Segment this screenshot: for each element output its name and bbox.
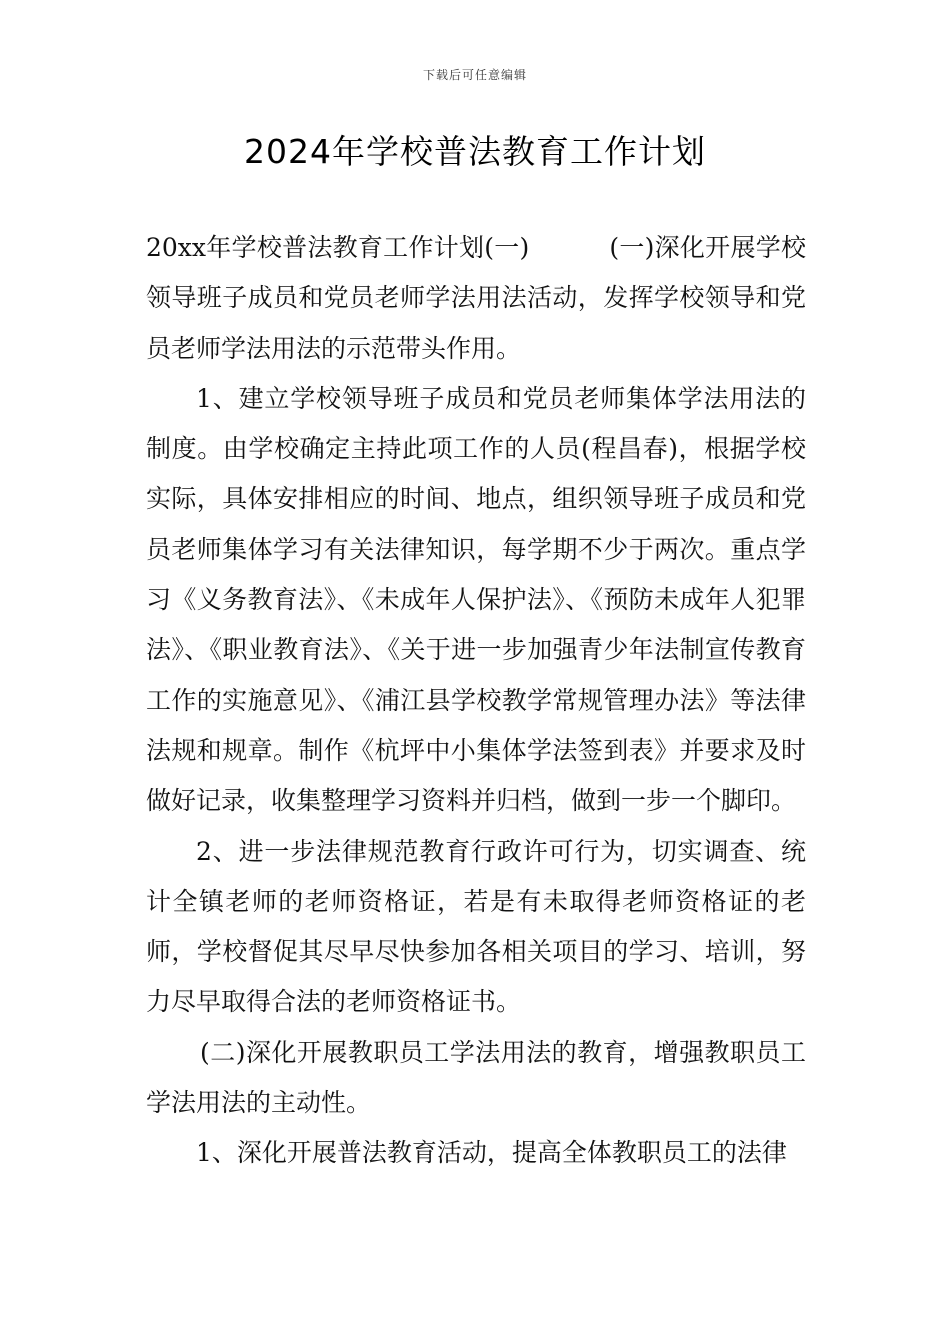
paragraph-3: (二)深化开展教职员工学法用法的教育，增强教职员工学法用法的主动性。	[146, 1037, 806, 1118]
section-heading: 20xx年学校普法教育工作计划(一)	[146, 233, 530, 262]
paragraph-intro-text: (一)深化开展学校领导班子成员和党员老师学法用法活动，发挥学校领导和党员老师学法用法的示范带头作用。	[146, 233, 806, 363]
paragraph-2: 2、进一步法律规范教育行政许可行为，切实调查、统计全镇老师的老师资格证，若是有未取得老师资格证的老师，学校督促其尽早尽快参加各相关项目的学习、培训，努力尽早取得合法的老师资格证书。	[146, 836, 806, 1017]
header-note: 下载后可任意编辑	[422, 68, 527, 82]
paragraph-4: 1、深化开展普法教育活动，提高全体教职员工的法律	[196, 1138, 787, 1168]
document-title: 2024年学校普法教育工作计划	[244, 132, 706, 171]
paragraph-intro	[146, 223, 806, 374]
document-body	[146, 223, 806, 1179]
paragraph-1: 1、建立学校领导班子成员和党员老师集体学法用法的制度。由学校确定主持此项工作的人员(程昌春)，根据学校实际，具体安排相应的时间、地点，组织领导班子成员和党员老师集体学习有关法律知识，每学期不少于两次。重点学习《义务教育法》、《未成年人保护法》、《预防未成年人犯罪法》、《职业教育法》、《关于进一步加强青少年法制宣传教育工作的实施意见》、《浦江县学校教学常规管理办法》等法律法规和规章。制作《杭坪中小集体学法签到表》并要求及时做好记录，收集整理学习资料并归档，做到一步一个脚印。	[146, 383, 806, 816]
